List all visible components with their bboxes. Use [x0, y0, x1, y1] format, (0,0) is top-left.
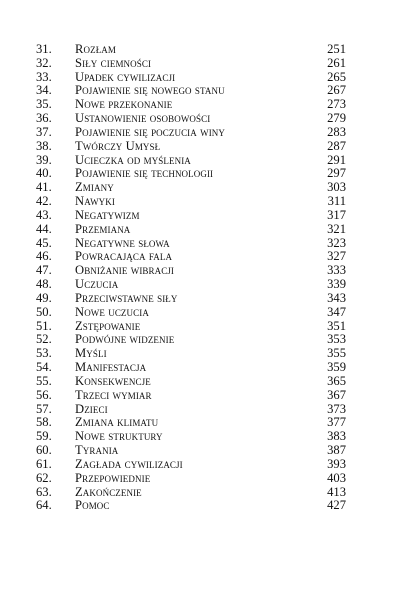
toc-entry-page: 279: [327, 111, 346, 126]
toc-entry-number: 34.: [36, 83, 52, 98]
toc-entry: [36, 140, 346, 154]
toc-entry-title: Upadek cywilizacji: [75, 69, 176, 84]
toc-entry-title: Ucieczka od myślenia: [75, 152, 191, 167]
toc-entry-number: 31.: [36, 42, 52, 56]
toc-entry: [36, 167, 346, 181]
toc-entry-number: 64.: [36, 498, 52, 513]
toc-entry-page: 251: [327, 42, 346, 56]
toc-entry: [36, 333, 346, 347]
toc-entry-number: 48.: [36, 277, 52, 292]
toc-entry-number: 44.: [36, 221, 52, 236]
toc-entry: [36, 375, 346, 389]
toc-entry-title: Obniżanie wibracji: [75, 263, 175, 278]
toc-entry-page: 333: [327, 263, 346, 278]
toc-entry-number: 39.: [36, 152, 52, 167]
toc-entry-title: Konsekwencje: [75, 373, 151, 388]
toc-entry-page: 351: [327, 318, 346, 333]
toc-entry: [36, 195, 346, 209]
toc-entry: [36, 43, 346, 57]
toc-entry-page: 373: [327, 401, 346, 416]
toc-entry-number: 58.: [36, 415, 52, 430]
toc-entry-number: 35.: [36, 97, 52, 112]
toc-entry-number: 49.: [36, 290, 52, 305]
toc-entry-title: Nowe uczucia: [75, 304, 149, 319]
toc-entry-title: Nowe przekonanie: [75, 97, 173, 112]
toc-entry-title: Negatywne słowa: [75, 235, 170, 250]
toc-entry-page: 383: [327, 429, 346, 444]
toc-entry: [36, 458, 346, 472]
toc-entry: [36, 306, 346, 320]
toc-entry-title: Zmiany: [75, 180, 114, 195]
toc-entry: [36, 98, 346, 112]
toc-entry-page: 261: [327, 55, 346, 70]
toc-entry-page: 387: [327, 443, 346, 458]
toc-entry: [36, 389, 346, 403]
toc-entry-page: 343: [327, 290, 346, 305]
toc-entry-page: 273: [327, 97, 346, 112]
toc-entry-page: 339: [327, 277, 346, 292]
table-of-contents: [36, 43, 346, 513]
toc-entry-title: Pojawienie się poczucia winy: [75, 124, 226, 139]
toc-entry-title: Zagłada cywilizacji: [75, 456, 183, 471]
toc-entry-title: Zakończenie: [75, 484, 142, 499]
toc-entry: [36, 292, 346, 306]
toc-entry-number: 38.: [36, 138, 52, 153]
toc-entry-title: Pojawienie się nowego stanu: [75, 83, 225, 98]
toc-entry: [36, 250, 346, 264]
toc-entry-number: 52.: [36, 332, 52, 347]
toc-entry-page: 367: [327, 387, 346, 402]
toc-entry-page: 311: [327, 194, 346, 209]
toc-entry-number: 62.: [36, 470, 52, 485]
toc-entry-title: Twórczy Umysł: [75, 138, 161, 153]
toc-entry-title: Nowe struktury: [75, 429, 163, 444]
toc-entry-number: 45.: [36, 235, 52, 250]
toc-entry-page: 427: [327, 498, 346, 513]
toc-entry-number: 50.: [36, 304, 52, 319]
toc-entry-number: 53.: [36, 346, 52, 361]
toc-entry: [36, 320, 346, 334]
toc-entry: [36, 237, 346, 251]
toc-entry: [36, 416, 346, 430]
toc-entry-page: 265: [327, 69, 346, 84]
toc-entry-title: Negatywizm: [75, 207, 140, 222]
toc-entry: [36, 126, 346, 140]
toc-entry: [36, 71, 346, 85]
toc-entry-page: 303: [327, 180, 346, 195]
toc-entry-number: 55.: [36, 373, 52, 388]
toc-entry-number: 63.: [36, 484, 52, 499]
toc-entry: [36, 181, 346, 195]
toc-entry-page: 317: [327, 207, 346, 222]
toc-entry-page: 365: [327, 373, 346, 388]
toc-entry-number: 33.: [36, 69, 52, 84]
toc-entry-page: 287: [327, 138, 346, 153]
toc-entry: [36, 403, 346, 417]
toc-entry-number: 37.: [36, 124, 52, 139]
toc-entry-title: Trzeci wymiar: [75, 387, 152, 402]
toc-entry-page: 327: [327, 249, 346, 264]
toc-entry-page: 321: [327, 221, 346, 236]
toc-entry-page: 359: [327, 360, 346, 375]
toc-entry: [36, 264, 346, 278]
toc-entry-title: Przemiana: [75, 221, 131, 236]
toc-entry-number: 46.: [36, 249, 52, 264]
toc-entry: [36, 57, 346, 71]
toc-entry: [36, 361, 346, 375]
toc-entry: [36, 347, 346, 361]
toc-entry-title: Zmiana klimatu: [75, 415, 159, 430]
toc-entry: [36, 486, 346, 500]
toc-entry-number: 43.: [36, 207, 52, 222]
toc-entry-page: 323: [327, 235, 346, 250]
toc-entry-page: 291: [327, 152, 346, 167]
toc-entry: [36, 209, 346, 223]
toc-entry-title: Podwójne widzenie: [75, 332, 175, 347]
toc-entry-page: 393: [327, 456, 346, 471]
toc-entry-page: 403: [327, 470, 346, 485]
toc-entry-number: 59.: [36, 429, 52, 444]
toc-entry: [36, 154, 346, 168]
toc-entry-number: 57.: [36, 401, 52, 416]
toc-entry-page: 413: [327, 484, 346, 499]
toc-entry-title: Pojawienie się technologii: [75, 166, 214, 181]
toc-entry-page: 347: [327, 304, 346, 319]
toc-entry: [36, 499, 346, 513]
toc-entry-number: 42.: [36, 194, 52, 209]
toc-entry: [36, 472, 346, 486]
toc-entry-page: 267: [327, 83, 346, 98]
toc-entry-title: Pomoc: [75, 498, 110, 513]
toc-entry-number: 40.: [36, 166, 52, 181]
toc-entry-page: 297: [327, 166, 346, 181]
toc-entry-title: Nawyki: [75, 194, 115, 209]
toc-entry: [36, 223, 346, 237]
toc-entry-page: 283: [327, 124, 346, 139]
toc-entry-page: 377: [327, 415, 346, 430]
toc-entry-title: Rozłam: [75, 42, 116, 56]
toc-entry-page: 355: [327, 346, 346, 361]
toc-entry: [36, 112, 346, 126]
toc-entry-title: Ustanowienie osobowości: [75, 111, 211, 126]
toc-entry-number: 60.: [36, 443, 52, 458]
toc-entry: [36, 84, 346, 98]
toc-entry-number: 61.: [36, 456, 52, 471]
toc-entry-title: Powracająca fala: [75, 249, 173, 264]
toc-entry-title: Przeciwstawne siły: [75, 290, 178, 305]
toc-entry-page: 353: [327, 332, 346, 347]
toc-entry: [36, 430, 346, 444]
toc-entry-number: 54.: [36, 360, 52, 375]
toc-entry-title: Dzieci: [75, 401, 108, 416]
toc-entry-title: Uczucia: [75, 277, 119, 292]
toc-entry-number: 56.: [36, 387, 52, 402]
toc-entry: [36, 278, 346, 292]
toc-entry: [36, 444, 346, 458]
toc-entry-number: 47.: [36, 263, 52, 278]
toc-entry-title: Myśli: [75, 346, 107, 361]
toc-entry-title: Zstępowanie: [75, 318, 141, 333]
toc-entry-title: Manifestacja: [75, 360, 147, 375]
toc-entry-title: Siły ciemności: [75, 55, 152, 70]
toc-entry-number: 32.: [36, 55, 52, 70]
toc-entry-title: Przepowiednie: [75, 470, 151, 485]
toc-entry-number: 51.: [36, 318, 52, 333]
toc-entry-number: 41.: [36, 180, 52, 195]
toc-entry-title: Tyrania: [75, 443, 119, 458]
toc-entry-number: 36.: [36, 111, 52, 126]
